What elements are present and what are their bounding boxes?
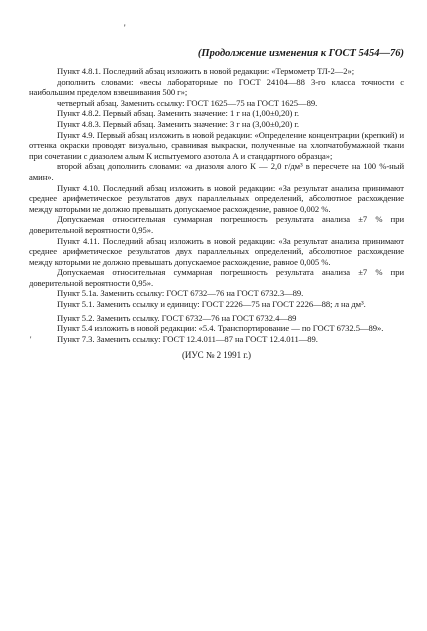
margin-mark: ' [30,335,32,344]
paragraph: Пункт 4.10. Последний абзац изложить в новой редакции: «За результат анализа принимают среднее арифметическое результатов двух параллельных определений, абсолютное расхождение между которыми не должно превышать допускаемое расхождение, равное 0,002 %. [29,182,404,214]
paragraph: четвертый абзац. Заменить ссылку: ГОСТ 1625—75 на ГОСТ 1625—89. [57,97,318,108]
paragraph: второй абзац дополнить словами: «а диазоля алого К — 2,0 г/дм³ в пересчете на 100 %-ный амин». [29,161,404,182]
paragraph: Пункт 4.8.2. Первый абзац. Заменить значение: 1 г на (1,00±0,20) г. [57,108,299,119]
paragraph: Пункт 4.8.1. Последний абзац изложить в новой редакции: «Термометр ТЛ-2—2»; [57,66,355,76]
paragraph: Пункт 5.1а. Заменить ссылку: ГОСТ 6732—76 на ГОСТ 6732.3—89. [57,288,304,299]
top-mark: ' [124,23,126,33]
paragraph: дополнить словами: «весы лабораторные по ГОСТ 24104—88 3-го класса точности с наибольшим пределом взвешивания 500 г»; [29,76,404,98]
paragraph: Пункт 5.1. Заменить ссылку и единицу: ГОСТ 2226—75 на ГОСТ 2226—88; л на дм³. [57,299,366,310]
paragraph: Пункт 4.11. Последний абзац изложить в новой редакции: «За результат анализа принимают среднее арифметическое результатов двух параллельных определений, абсолютное расхождение между которыми не должно превышать допускаемое расхождение, равное 0,005 %. [29,235,404,267]
paragraph: Пункт 7.3. Заменить ссылку: ГОСТ 12.4.011—87 на ГОСТ 12.4.011—89. [57,333,318,344]
document-body [29,66,404,361]
paragraph: Пункт 5.4 изложить в новой редакции: «5.4. Транспортирование — по ГОСТ 6732.5—89». [57,323,384,334]
paragraph-list [29,66,404,344]
footer-reference: (ИУС № 2 1991 г.) [181,350,252,361]
paragraph: Допускаемая относительная суммарная погрешность результата анализа ±7 % при доверительной вероятности 0,95». [29,267,404,288]
paragraph: Пункт 5.2. Заменить ссылку. ГОСТ 6732—76 на ГОСТ 6732.4—89 [57,312,297,323]
paragraph: Допускаемая относительная суммарная погрешность результата анализа ±7 % при доверительной вероятности 0,95». [29,214,404,235]
continuation-header: (Продолжение изменения к ГОСТ 5454—76) [197,48,404,59]
paragraph: Пункт 4.9. Первый абзац изложить в новой редакции: «Определение концентрации (крепкий) и оттенка окраски проводят визуально, сравнивая выкраски, полученные на хлопчатобумажной ткани при сочетании с диазолем алым К испытуемого азотола А и стандартного образца»; [29,129,404,161]
paragraph: Пункт 4.8.3. Первый абзац. Заменить значение: 3 г на (3,00±0,20) г. [57,118,299,129]
